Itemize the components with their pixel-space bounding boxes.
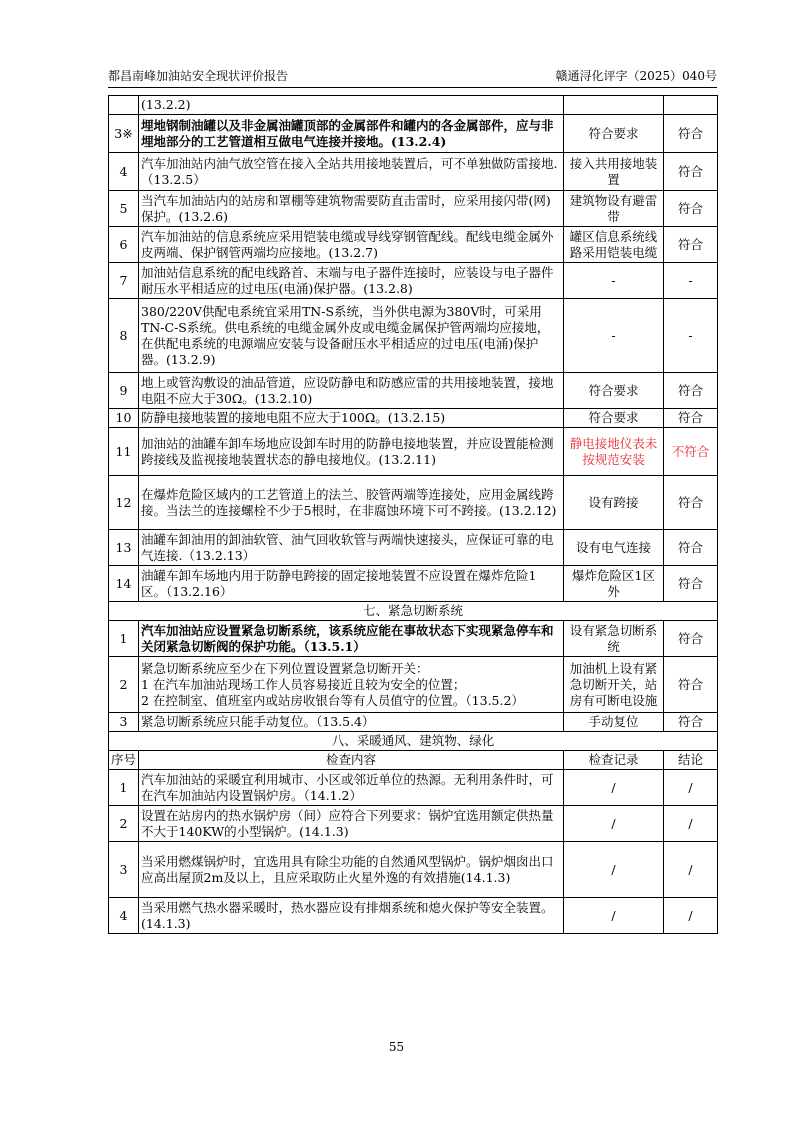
table-row [109,657,718,713]
table-row [109,476,718,530]
row-result: 符合 [664,115,718,153]
table-row [109,96,718,115]
table-header-row [109,751,718,770]
row-number: 5 [109,191,139,227]
row-number: 3 [109,842,139,898]
table-row [109,842,718,898]
row-record: - [564,263,664,299]
row-content: 当汽车加油站内的站房和罩棚等建筑物需要防直击雷时，应采用接闪带(网)保护。(13.2.6) [139,191,564,227]
row-number: 8 [109,299,139,373]
row-result: 符合 [664,530,718,566]
row-result: 符合 [664,153,718,191]
row-record: 静电接地仪表未按规范安装 [564,428,664,476]
table-row [109,770,718,806]
report-number: 赣通浔化评字（2025）040号 [555,69,717,83]
table-row [109,566,718,602]
section-row [109,732,718,751]
header-content: 检查内容 [139,751,564,770]
row-result: / [664,842,718,898]
row-record: / [564,898,664,934]
row-number: 4 [109,898,139,934]
row-result: / [664,806,718,842]
row-number: 12 [109,476,139,530]
row-result: / [664,898,718,934]
row-record: 符合要求 [564,373,664,409]
row-number: 2 [109,657,139,713]
row-record: 设有紧急切断系统 [564,621,664,657]
table-section-emergency [109,621,718,732]
row-number: 13 [109,530,139,566]
table-row [109,428,718,476]
row-result: 符合 [664,566,718,602]
table-row [109,191,718,227]
row-record: 加油机上设有紧急切断开关，站房有可断电设施 [564,657,664,713]
row-result: 符合 [664,373,718,409]
table-row [109,898,718,934]
row-result: 符合 [664,191,718,227]
row-content: 埋地钢制油罐以及非金属油罐顶部的金属部件和罐内的各金属部件，应与非埋地部分的工艺管道相互做电气连接并接地。(13.2.4) [139,115,564,153]
table-row [109,713,718,732]
table-row [109,806,718,842]
row-record: 爆炸危险区1区外 [564,566,664,602]
row-content: 380/220V供配电系统宜采用TN-S系统，当外供电源为380V时，可采用TN-C-S系统。供电系统的电缆金属外皮或电缆金属保护管两端均应接地，在供配电系统的电源端应安装与设备耐压水平相适应的过电压(电涌)保护器。(13.2.9) [139,299,564,373]
row-content: 地上或管沟敷设的油品管道，应设防静电和防感应雷的共用接地装置，接地电阻不应大于30Ω。(13.2.10) [139,373,564,409]
row-content: 在爆炸危险区域内的工艺管道上的法兰、胶管两端等连接处，应用金属线跨接。当法兰的连接螺栓不少于5根时，在非腐蚀环境下可不跨接。(13.2.12) [139,476,564,530]
header-record: 检查记录 [564,751,664,770]
row-number: 1 [109,770,139,806]
row-content: 当采用燃气热水器采暖时，热水器应设有排烟系统和熄火保护等安全装置。(14.1.3) [139,898,564,934]
row-result: 符合 [664,476,718,530]
row-record: 设有电气连接 [564,530,664,566]
row-result: 符合 [664,713,718,732]
row-number: 1 [109,621,139,657]
row-content: 油罐车卸车场地内用于防静电跨接的固定接地装置不应设置在爆炸危险1区。（13.2.16） [139,566,564,602]
table-row [109,621,718,657]
row-content: 汽车加油站的采暖宜利用城市、小区或邻近单位的热源。无利用条件时，可在汽车加油站内设置锅炉房。（14.1.2） [139,770,564,806]
inspection-table [108,95,718,934]
row-record: 罐区信息系统线路采用铠装电缆 [564,227,664,263]
table-row [109,153,718,191]
row-number [109,96,139,115]
table-row [109,227,718,263]
row-record: / [564,842,664,898]
page-number: 55 [388,1040,405,1054]
row-number: 2 [109,806,139,842]
table-section-heating [109,770,718,934]
table-section-heating-heading [109,732,718,770]
row-content: 汽车加油站应设置紧急切断系统，该系统应能在事故状态下实现紧急停车和关闭紧急切断阀的保护功能。（13.5.1） [139,621,564,657]
row-record: / [564,806,664,842]
row-content: 油罐车卸油用的卸油软管、油气回收软管与两端快速接头，应保证可靠的电气连接.（13.2.13） [139,530,564,566]
row-result: 符合 [664,657,718,713]
section-row [109,602,718,621]
row-result: 不符合 [664,428,718,476]
table-row [109,373,718,409]
header-result: 结论 [664,751,718,770]
row-result: - [664,299,718,373]
row-number: 7 [109,263,139,299]
row-result: 符合 [664,409,718,428]
row-record: / [564,770,664,806]
row-content: 设置在站房内的热水锅炉房（间）应符合下列要求：锅炉宜选用额定供热量不大于140KW的小型锅炉。(14.1.3) [139,806,564,842]
row-content: 加油站信息系统的配电线路首、末端与电子器件连接时，应装设与电子器件耐压水平相适应的过电压(电涌)保护器。(13.2.8) [139,263,564,299]
table-row [109,115,718,153]
row-record: - [564,299,664,373]
row-number: 6 [109,227,139,263]
table-row [109,530,718,566]
row-result: - [664,263,718,299]
row-content: (13.2.2) [139,96,564,115]
page-header [108,70,717,88]
row-number: 3 [109,713,139,732]
row-content: 紧急切断系统应至少在下列位置设置紧急切断开关： 1 在汽车加油站现场工作人员容易接近且较为安全的位置； 2 在控制室、值班室内或站房收银台等有人员值守的位置。（13.5.2） [139,657,564,713]
row-content: 紧急切断系统应只能手动复位。（13.5.4） [139,713,564,732]
header-no: 序号 [109,751,139,770]
row-record: 接入共用接地装置 [564,153,664,191]
row-result: / [664,770,718,806]
table-row [109,263,718,299]
row-content: 防静电接地装置的接地电阻不应大于100Ω。(13.2.15) [139,409,564,428]
row-content: 加油站的油罐车卸车场地应设卸车时用的防静电接地装置，并应设置能检测跨接线及监视接地装置状态的静电接地仪。(13.2.11) [139,428,564,476]
row-record: 建筑物设有避雷带 [564,191,664,227]
row-record [564,96,664,115]
row-number: 4 [109,153,139,191]
row-content: 汽车加油站的信息系统应采用铠装电缆或导线穿钢管配线。配线电缆金属外皮两端、保护钢管两端均应接地。(13.2.7) [139,227,564,263]
report-title: 都昌南峰加油站安全现状评价报告 [108,69,289,83]
row-content: 汽车加油站内油气放空管在接入全站共用接地装置后，可不单独做防雷接地.（13.2.5） [139,153,564,191]
table-section-emergency-heading [109,602,718,621]
row-record: 符合要求 [564,115,664,153]
row-result [664,96,718,115]
row-content: 当采用燃煤锅炉时，宜选用具有除尘功能的自然通风型锅炉。锅炉烟囱出口应高出屋顶2m及以上，且应采取防止火星外逸的有效措施(14.1.3) [139,842,564,898]
row-number: 3※ [109,115,139,153]
row-record: 设有跨接 [564,476,664,530]
row-number: 9 [109,373,139,409]
row-record: 符合要求 [564,409,664,428]
row-result: 符合 [664,227,718,263]
table-section-lightning [109,96,718,602]
section-title-emergency: 七、紧急切断系统 [109,602,718,621]
row-number: 14 [109,566,139,602]
table-row [109,409,718,428]
table-row [109,299,718,373]
row-number: 11 [109,428,139,476]
row-record: 手动复位 [564,713,664,732]
section-title-heating: 八、采暖通风、建筑物、绿化 [109,732,718,751]
row-result: 符合 [664,621,718,657]
row-number: 10 [109,409,139,428]
